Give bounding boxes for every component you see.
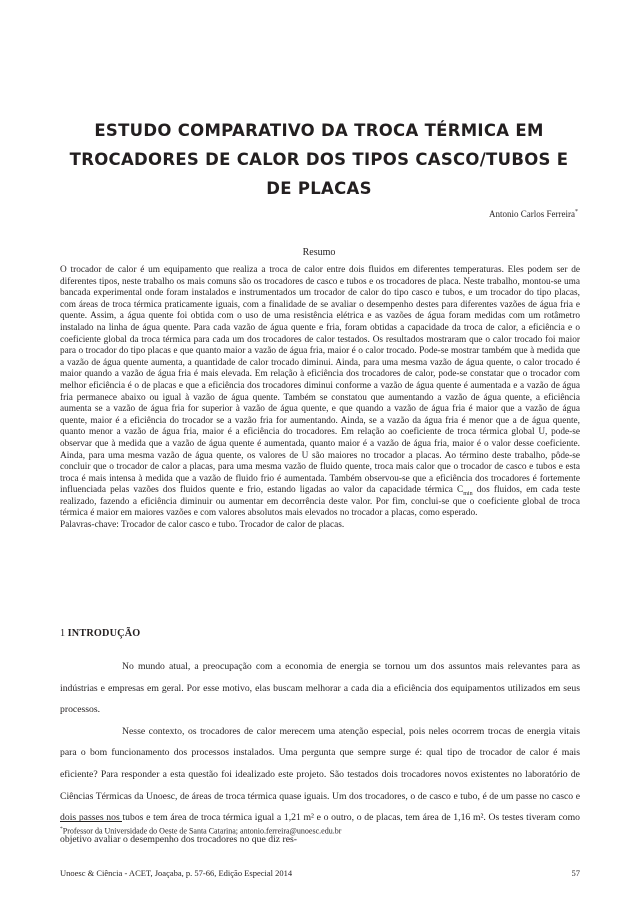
- paper-title: ESTUDO COMPARATIVO DA TROCA TÉRMICA EM TROCADORES DE CALOR DOS TIPOS CASCO/TUBOS E DE PLACAS: [69, 121, 569, 198]
- section-title: INTRODUÇÃO: [67, 628, 141, 639]
- body-paragraph-1: No mundo atual, a preocupação com a economia de energia se tornou um dos assuntos mais relevantes para as indústrias e empresas em geral. Por esse motivo, elas buscam melhorar a cada dia a eficiência dos equipamentos utilizados em seus processos.: [60, 661, 580, 716]
- footnote: [60, 826, 341, 836]
- journal-footer: Unoesc & Ciência - ACET, Joaçaba, p. 57-66, Edição Especial 2014: [60, 868, 293, 878]
- body-text: [60, 656, 580, 850]
- section-heading: [60, 628, 140, 639]
- abstract-text-part2: dos fluidos, em cada teste realizado, fazendo a eficiência diminuir ou aumentar em decorrência deste valor. Por fim, conclui-se que o coeficiente global de troca térmica é maior em maiores vazões e com valores absolutos mais elevados no trocador a placas, como esperado.: [60, 485, 581, 519]
- body-paragraph-2: Nesse contexto, os trocadores de calor merecem uma atenção especial, pois neles ocorrem trocas de energia vitais para o bom funcionamento dos processos instalados. Uma pergunta que sempre surge é: qual tipo de trocador de calor é mais eficiente? Para responder a esta questão foi idealizado este projeto. São testados dois trocadores novos existentes no laboratório de Ciências Térmicas da Unoesc, de áreas de troca térmica quase iguais. Um dos trocadores, o de casco e tubo, é de um passe no casco e dois passes nos tubos e tem área de troca térmica igual a 1,21 m² e o outro, o de placas, tem área de 1,16 m². Os testes tiveram como objetivo avaliar o desempenho dos trocadores no que diz res-: [60, 725, 580, 845]
- page-number: 57: [571, 868, 580, 878]
- abstract-heading: Resumo: [302, 247, 336, 258]
- abstract-block: [60, 265, 580, 532]
- abstract-subscript: min: [463, 491, 473, 498]
- keywords: Palavras-chave: Trocador de calor casco e tubo. Trocador de calor de placas.: [60, 520, 345, 531]
- footnote-divider: [60, 821, 122, 822]
- footnote-mark: *: [60, 826, 63, 832]
- abstract-paragraph: [60, 265, 580, 520]
- abstract-text-part1: O trocador de calor é um equipamento que realiza a troca de calor entre dois fluidos em diferentes temperaturas. Eles podem ser de diferentes tipos, neste trabalho os mais comuns são os trocadores de casco e tubos e os trocadores de placa. Neste trabalho, montou-se uma bancada experimental onde foram instalados e instrumentados um trocador de calor do tipo casco e tubos, e um trocador do tipo placas, com áreas de troca térmica praticamente iguais, com a finalidade de se avaliar o desempenho destes para diferentes vazões de água fria e quente. Assim, a água quente foi obtida com o uso de uma resistência elétrica e as vazões de água foram medidas com um rotâmetro instalado na linha de água quente. Para cada vazão de água quente e fria, foram obtidas a capacidade da troca de calor, a eficiência e o coeficiente global da troca térmica para cada um dos trocadores de calor testados. Os resultados mostraram que o calor trocado foi maior para o trocador do tipo placas e que quanto maior a vazão de água fria, maior é o calor trocado. Pode-se mostrar também que à medida que a vazão de água quente aumenta, a quantidade de calor trocado diminui. Ainda, para uma mesma vazão de água quente, o calor trocado é maior quando a vazão de água fria é mais elevada. Em relação à eficiência dos trocadores de calor, pode-se constatar que o trocador com melhor eficiência é o de placas e que a eficiência dos trocadores diminui conforme a vazão de água quente é aumentada e a vazão de água fria permanece abaixo ou igual à vazão de água quente. Também se constatou que aumentando a vazão de água quente, a eficiência aumenta se a vazão de água fria for superior à vazão de água quente, e que quando a vazão de água fria é maior que a vazão de água quente, maior é a eficiência do trocador se a vazão fria for aumentando. Ainda, se a vazão da água fria é menor que a de água quente, quanto menor a vazão de água fria, maior é a eficiência do trocadores. Em relação ao coeficiente de troca térmica global U, pode-se observar que à medida que a vazão de água quente é aumentada, quanto maior é a vazão de água fria, maior é o valor desse coeficiente. Ainda, para uma mesma vazão de água quente, os valores de U são maiores no trocador a placas. Ao término deste trabalho, pôde-se concluir que o trocador de calor a placas, para uma mesma vazão de fluido quente, troca mais calor que o trocador de casco e tubos e esta troca é mais intensa à medida que a vazão de fluido frio é aumentada. Também observou-se que a eficiência dos trocadores é fortemente influenciada pelas vazões dos fluidos quente e frio, estando ligadas ao valor da capacidade térmica C: [60, 265, 580, 496]
- author-name-text: Antonio Carlos Ferreira: [489, 209, 575, 219]
- author-footnote-mark: *: [575, 209, 578, 215]
- section-number: 1: [60, 628, 66, 639]
- author-name: [489, 209, 578, 219]
- footnote-text: Professor da Universidade do Oeste de Santa Catarina; antonio.ferreira@unoesc.edu.br: [62, 826, 342, 836]
